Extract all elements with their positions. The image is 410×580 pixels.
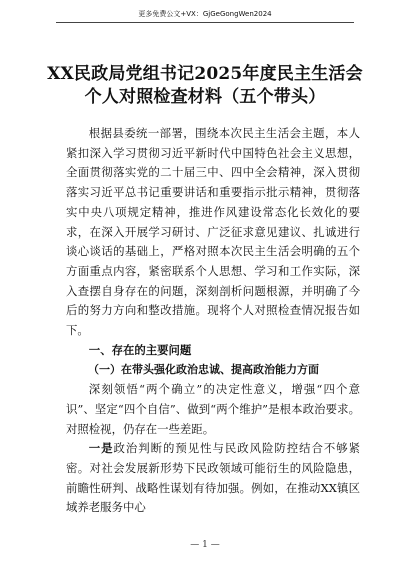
title-line-2: 个人对照检查材料（五个带头） xyxy=(84,87,326,107)
intro-paragraph: 根据县委统一部署，围绕本次民主生活会主题，本人紧扣深入学习贯彻习近平新时代中国特色社会主义思想，全面贯彻落实党的二十届三中、四中全会精神，深入贯彻落实习近平总书记重要讲话和重要指示批示精神，贯彻落实中央八项规定精神，推进作风建设常态化长效化的要求，在深入开展学习研讨、广泛征求意见建议、扎诚进行谈心谈话的基础上，严格对照本次民主生活会明确的五个方面重点内容，紧密联系个人思想、学习和工作实际，深入查摆自身存在的问题，深刻剖析问题根源，并明确了今后的努力方向和整改措施。现将个人对照检查情况报告如下。 xyxy=(66,126,360,338)
title-line-1: XX民政局党组书记2025年度民主生活会 xyxy=(47,64,363,84)
page-number: — 1 — xyxy=(190,540,220,550)
paragraph-3 xyxy=(66,439,360,518)
subsection-heading-1: （一）在带头强化政治忠诚、提高政治能力方面 xyxy=(88,363,319,377)
paragraph-3-lead: 一是 xyxy=(88,441,114,456)
document-title xyxy=(40,63,370,109)
header-divider xyxy=(56,22,354,23)
document-body xyxy=(66,124,360,518)
page-header: 更多免费公文+VX：GjGeGongWen2024 xyxy=(138,10,272,18)
section-heading-1: 一、存在的主要问题 xyxy=(88,342,192,357)
paragraph-2: 深刻领悟“两个确立”的决定性意义，增强“四个意识”、坚定“四个自信”、做到“两个维护”是根本政治要求。对照检视，仍存在一些差距。 xyxy=(66,382,360,436)
paragraph-3-text: 政治判断的预见性与民政风险防控结合不够紧密。对社会发展新形势下民政领域可能衍生的风险隐患，前瞻性研判、战略性谋划有待加强。例如，在推动XX镇区域养老服务中心 xyxy=(66,441,360,515)
